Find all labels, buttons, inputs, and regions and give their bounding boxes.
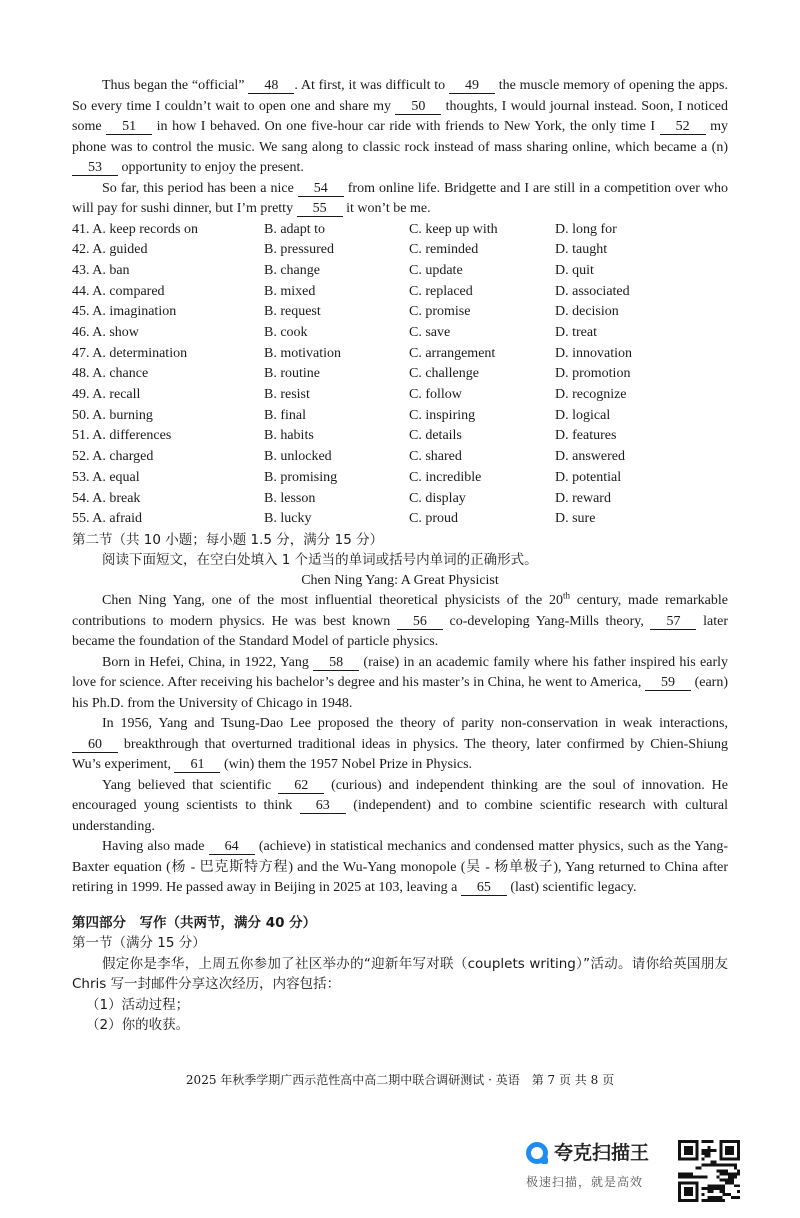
option-q: 45. A. imagination [72, 304, 177, 320]
option-c: C. proud [409, 511, 458, 527]
option-c: C. details [409, 428, 462, 444]
writing-item-1: （1）活动过程； [86, 996, 190, 1013]
passage-paragraph-5: Having also made 64 (achieve) in statistical mechanics and condensed matter physics, such as the Yang-Baxter equation (杨 - 巴克斯特方程) and the Wu-Yang monopole (吴 - 杨单极子), Yang returned to China after retiring in 1999. He passed away in Beijing in 2025 at 103, leaving a 65 (last) scientific legacy. [72, 839, 728, 896]
option-q: 42. A. guided [72, 242, 148, 258]
option-q: 52. A. charged [72, 449, 154, 465]
option-c: C. reminded [409, 242, 479, 258]
option-b: B. promising [264, 469, 338, 485]
option-b: B. routine [264, 366, 320, 382]
passage-paragraph-1: Chen Ning Yang, one of the most influential theoretical physicists of the 20th century, made remarkable contributions to modern physics. He was best known 56 co-developing Yang-Mills theory, 57 later became the foundation of the Standard Model of particle physics. [72, 590, 728, 650]
section-2-heading: 第二节（共 10 小题；每小题 1.5 分，满分 15 分） [72, 531, 384, 548]
option-d: D. reward [555, 490, 611, 506]
blank-54: 54 [298, 181, 344, 197]
option-d: D. logical [555, 407, 611, 423]
option-d: D. features [555, 428, 617, 444]
option-d: D. promotion [555, 366, 631, 382]
scanner-watermark [526, 1142, 672, 1202]
passage-paragraph-2: Born in Hefei, China, in 1922, Yang 58 (raise) in an academic family where his father inspired his early love for science. After receiving his bachelor’s degree and his master’s in China, he went to America, 59 (earn) his Ph.D. from the University of Chicago in 1948. [72, 654, 728, 711]
option-q: 50. A. burning [72, 407, 153, 423]
option-row [72, 509, 728, 530]
option-d: D. quit [555, 262, 594, 278]
option-d: D. associated [555, 283, 630, 299]
option-b: B. lesson [264, 490, 316, 506]
option-b: B. final [264, 407, 306, 423]
passage-title: Chen Ning Yang: A Great Physicist [301, 572, 499, 588]
option-q: 48. A. chance [72, 366, 149, 382]
option-b: B. adapt to [264, 221, 326, 237]
option-c: C. arrangement [409, 345, 496, 361]
option-b: B. motivation [264, 345, 341, 361]
passage-paragraph-3: In 1956, Yang and Tsung-Dao Lee proposed the theory of parity non-conservation in weak interactions, 60 breakthrough that overturned traditional ideas in physics. The theory, later confirmed by Chien-Shiung Wu’s experiment, 61 (win) them the 1957 Nobel Prize in Physics. [72, 716, 728, 773]
option-b: B. request [264, 304, 321, 320]
part-4-heading: 第四部分 写作（共两节，满分 40 分） [72, 914, 317, 931]
blank-65: 65 [461, 880, 507, 896]
option-c: C. follow [409, 387, 462, 403]
option-row [72, 220, 728, 241]
option-row [72, 282, 728, 303]
page-footer: 2025 年秋季学期广西示范性高中高二期中联合调研测试 · 英语 第 7 页 共 8 页 [185, 1073, 615, 1087]
blank-56: 56 [397, 614, 443, 630]
section-2-instruction: 阅读下面短文，在空白处填入 1 个适当的单词或括号内单词的正确形式。 [102, 552, 538, 569]
brand-name: 夸克扫描王 [554, 1141, 650, 1164]
exam-page [72, 76, 728, 1036]
option-q: 51. A. differences [72, 428, 172, 444]
option-b: B. unlocked [264, 449, 332, 465]
blank-57: 57 [650, 614, 696, 630]
option-c: C. display [409, 490, 466, 506]
option-c: C. replaced [409, 283, 473, 299]
blank-55: 55 [297, 201, 343, 217]
blank-48: 48 [248, 78, 294, 94]
passage-paragraph-4: Yang believed that scientific 62 (curious) and independent thinking are the soul of innovation. He encouraged young scientists to think 63 (independent) and to combine scientific research with cultural understanding. [72, 777, 728, 834]
blank-49: 49 [449, 78, 495, 94]
option-row [72, 240, 728, 261]
option-d: D. potential [555, 469, 622, 485]
blank-53: 53 [72, 160, 118, 176]
blank-52: 52 [660, 119, 706, 135]
blank-58: 58 [313, 655, 359, 671]
option-q: 55. A. afraid [72, 511, 142, 527]
option-q: 44. A. compared [72, 283, 165, 299]
blank-50: 50 [395, 99, 441, 115]
options-table [72, 220, 728, 530]
option-c: C. shared [409, 449, 462, 465]
option-b: B. mixed [264, 283, 316, 299]
cloze-paragraph-1: Thus began the “official” 48 . At first, it was difficult to 49 the muscle memory of opening the apps. So every time I couldn’t wait to open one and share my 50 thoughts, I would journal instead. Soon, I noticed some 51 in how I behaved. On one five-hour car ride with friends to New York, the only time I 52 my phone was to control the music. We sang along to classic rock instead of mass sharing online, which became a (n) 53 opportunity to enjoy the present. [72, 78, 728, 175]
option-b: B. pressured [264, 242, 334, 258]
option-q: 46. A. show [72, 325, 139, 341]
option-c: C. inspiring [409, 407, 476, 423]
option-d: D. sure [555, 511, 596, 527]
option-b: B. change [264, 262, 320, 278]
option-b: B. resist [264, 387, 310, 403]
option-row [72, 426, 728, 447]
option-d: D. recognize [555, 387, 627, 403]
option-c: C. update [409, 262, 463, 278]
option-c: C. challenge [409, 366, 479, 382]
writing-item-2: （2）你的收获。 [86, 1017, 190, 1034]
writing-prompt: 假定你是李华，上周五你参加了社区举办的“迎新年写对联（couplets writing）”活动。请你给英国朋友 Chris 写一封邮件分享这次经历，内容包括： [72, 955, 728, 993]
option-row [72, 323, 728, 344]
option-row [72, 364, 728, 385]
option-q: 43. A. ban [72, 262, 130, 278]
option-row [72, 488, 728, 509]
option-q: 54. A. break [72, 490, 141, 506]
option-c: C. incredible [409, 469, 482, 485]
blank-51: 51 [106, 119, 152, 135]
option-d: D. decision [555, 304, 619, 320]
option-row [72, 302, 728, 323]
option-row [72, 261, 728, 282]
brand-slogan: 极速扫描，就是高效 [526, 1175, 644, 1189]
option-row [72, 344, 728, 365]
blank-59: 59 [645, 675, 691, 691]
option-q: 49. A. recall [72, 387, 141, 403]
qr-code-icon [678, 1140, 740, 1202]
part-4-subheading: 第一节（满分 15 分） [72, 935, 206, 952]
blank-63: 63 [300, 798, 346, 814]
option-b: B. lucky [264, 511, 312, 527]
option-b: B. cook [264, 325, 308, 341]
option-row [72, 468, 728, 489]
option-c: C. keep up with [409, 221, 498, 237]
blank-61: 61 [174, 757, 220, 773]
blank-62: 62 [278, 778, 324, 794]
cloze-paragraph-2: So far, this period has been a nice 54 from online life. Bridgette and I are still in a competition over who will pay for sushi dinner, but I’m pretty 55 it won’t be me. [72, 180, 728, 216]
option-row [72, 447, 728, 468]
option-row [72, 406, 728, 427]
option-c: C. promise [409, 304, 471, 320]
blank-64: 64 [209, 839, 255, 855]
option-q: 41. A. keep records on [72, 221, 198, 237]
option-row [72, 385, 728, 406]
option-c: C. save [409, 325, 451, 341]
option-d: D. answered [555, 449, 625, 465]
option-d: D. innovation [555, 345, 632, 361]
option-q: 47. A. determination [72, 345, 188, 361]
blank-60: 60 [72, 737, 118, 753]
option-d: D. treat [555, 325, 597, 341]
option-b: B. habits [264, 428, 314, 444]
scanner-logo-icon [526, 1142, 548, 1164]
option-d: D. taught [555, 242, 608, 258]
option-q: 53. A. equal [72, 469, 140, 485]
option-d: D. long for [555, 221, 617, 237]
